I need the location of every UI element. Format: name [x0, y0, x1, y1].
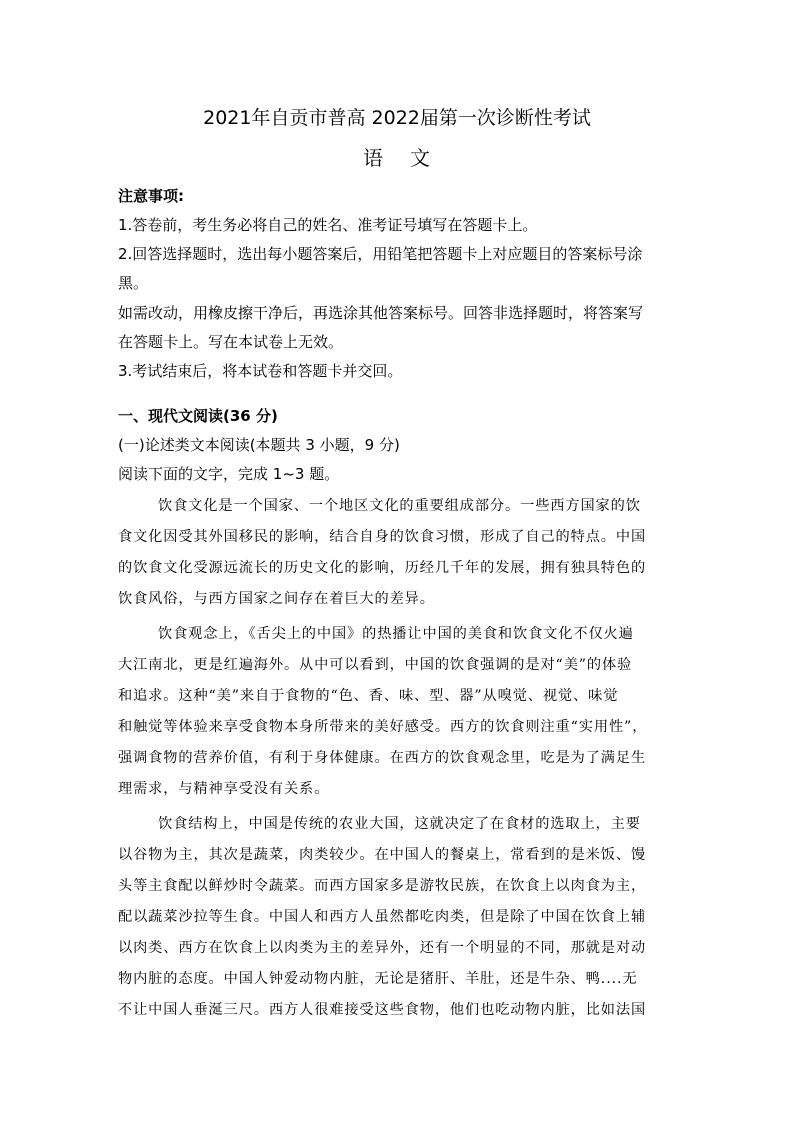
article-line: 理需求，与精神享受没有关系。 [118, 781, 330, 797]
article-line: 饮食风俗，与西方国家之间存在着巨大的差异。 [118, 591, 435, 607]
article-line: 配以蔬菜沙拉等生食。中国人和西方人虽然都吃肉类，但是除了中国在饮食上辅 [118, 909, 647, 925]
subject-char-2: 文 [410, 146, 431, 170]
article-line: 不让中国人垂涎三尺。西方人很难接受这些食物，他们也吃动物内脏，比如法国 [118, 1002, 647, 1018]
notice-line: 1.答卷前，考生务必将自己的姓名、准考证号填写在答题卡上。 [118, 216, 538, 234]
article-line: 食文化因受其外国移民的影响，结合自身的饮食习惯，形成了自己的特点。中国 [118, 529, 647, 545]
subject-title [0, 146, 794, 170]
notice-line: 黑。 [118, 274, 149, 292]
article-line: 以谷物为主，其次是蔬菜，肉类较少。在中国人的餐桌上，常看到的是米饭、馒 [118, 847, 647, 863]
article-line: 和触觉等体验来享受食物本身所带来的美好感受。西方的饮食则注重“实用性”， [118, 719, 648, 735]
article-line: 和追求。这种“美”来自于食物的“色、香、味、型、器”从嗅觉、视觉、味觉 [118, 688, 619, 704]
notice-block [118, 186, 683, 426]
article-line: 大江南北，更是红遍海外。从中可以看到，中国的饮食强调的是对“美”的体验 [118, 657, 633, 673]
section-instruction: 阅读下面的文字，完成 1~3 题。 [118, 465, 340, 483]
subject-char-1: 语 [363, 146, 384, 170]
section-heading: 一、现代文阅读(36 分) [118, 407, 278, 425]
article-line: 饮食观念上，《舌尖上的中国》的热播让中国的美食和饮食文化不仅火遍 [158, 626, 634, 642]
section-sub-heading: (一)论述类文本阅读(本题共 3 小题，9 分) [118, 436, 400, 454]
notice-line: 2.回答选择题时，选出每小题答案后，用铅笔把答题卡上对应题目的答案标号涂 [118, 245, 643, 263]
article-line: 头等主食配以鲜炒时令蔬菜。而西方国家多是游牧民族，在饮食上以肉食为主， [118, 878, 647, 894]
notice-line: 3.考试结束后，将本试卷和答题卡并交回。 [118, 362, 403, 380]
article-line: 强调食物的营养价值，有利于身体健康。在西方的饮食观念里，吃是为了满足生 [118, 750, 647, 766]
article-line: 以肉类、西方在饮食上以肉类为主的差异外，还有一个明显的不同，那就是对动 [118, 940, 647, 956]
article-line: 饮食文化是一个国家、一个地区文化的重要组成部分。一些西方国家的饮 [158, 498, 641, 514]
notice-line: 在答题卡上。写在本试卷上无效。 [118, 333, 344, 351]
article-line: 饮食结构上，中国是传统的农业大国，这就决定了在食材的选取上，主要 [158, 816, 641, 832]
section-block [118, 406, 683, 486]
article-line: 物内脏的态度。中国人钟爱动物内脏，无论是猪肝、羊肚，还是牛杂、鸭....无 [118, 971, 638, 987]
notice-heading: 注意事项: [118, 187, 184, 205]
article-body [118, 496, 683, 1056]
exam-title: 2021年自贡市普高 2022届第一次诊断性考试 [203, 107, 591, 129]
article-line: 的饮食文化受源远流长的历史文化的影响，历经几千年的发展，拥有独具特色的 [118, 560, 647, 576]
notice-line: 如需改动，用橡皮擦干净后，再选涂其他答案标号。回答非选择题时，将答案写 [118, 304, 644, 322]
